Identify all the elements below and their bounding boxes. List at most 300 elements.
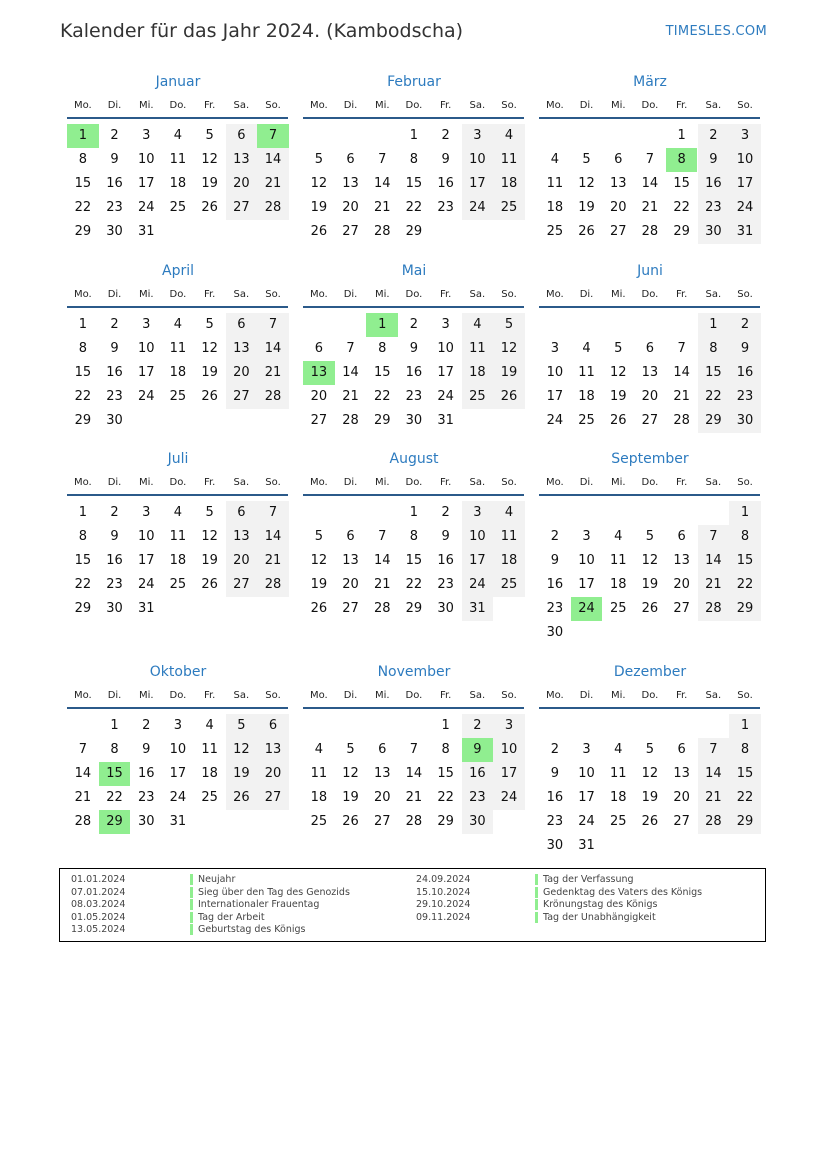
day-cell: 2 [462, 714, 494, 738]
day-cell: 30 [462, 810, 494, 834]
weekday-label: So. [265, 289, 281, 300]
day-cell: 18 [169, 553, 187, 568]
day-cell: 21 [373, 577, 391, 592]
day-cell: 21 [257, 361, 289, 385]
day-cell: 14 [373, 176, 391, 191]
legend-marker [535, 874, 538, 885]
day-cell: 19 [201, 365, 218, 380]
day-cell: 21 [342, 389, 359, 404]
day-cell: 1 [729, 501, 761, 525]
day-cell: 10 [729, 148, 761, 172]
weekday-label: Mo. [73, 100, 92, 111]
day-cell: 19 [578, 200, 595, 215]
weekday-header [67, 690, 289, 706]
weekday-label: Mo. [309, 100, 328, 111]
day-cell: 25 [169, 200, 187, 215]
day-cell: 12 [201, 341, 218, 356]
day-cell: 28 [257, 196, 289, 220]
weekday-header [67, 100, 289, 116]
day-cell: 28 [673, 413, 690, 428]
day-cell: 7 [645, 152, 655, 167]
day-cell: 28 [342, 413, 359, 428]
day-cell: 21 [698, 573, 730, 597]
day-cell: 24 [137, 200, 155, 215]
day-cell: 8 [78, 152, 87, 167]
day-cell: 17 [137, 176, 155, 191]
day-cell: 3 [173, 718, 183, 733]
day-cell: 22 [405, 577, 423, 592]
day-cell: 8 [78, 341, 87, 356]
day-cell: 27 [373, 814, 391, 829]
day-cell: 12 [342, 766, 359, 781]
day-cell: 20 [226, 361, 258, 385]
day-cell: 20 [673, 790, 690, 805]
day-cell: 2 [110, 128, 119, 143]
day-cell: 12 [609, 365, 627, 380]
day-cell: 12 [226, 738, 258, 762]
day-cell: 13 [226, 148, 258, 172]
day-cell: 15 [673, 176, 690, 191]
day-cell: 1 [78, 317, 87, 332]
day-cell: 16 [437, 176, 454, 191]
day-cell: 28 [257, 385, 289, 409]
day-cell: 27 [673, 601, 690, 616]
day-cell: 23 [137, 790, 155, 805]
day-cell: 25 [546, 224, 564, 239]
weekday-label: Di. [343, 690, 358, 701]
legend-holiday-name: Tag der Verfassung [543, 874, 634, 885]
day-cell: 29 [729, 810, 761, 834]
day-cell: 19 [641, 577, 659, 592]
day-cell: 7 [698, 525, 730, 549]
weekday-label: Fr. [439, 289, 452, 300]
day-cell: 18 [493, 172, 525, 196]
weekday-label: Fr. [439, 690, 452, 701]
day-cell: 5 [314, 152, 323, 167]
holiday-cell: 29 [99, 810, 131, 834]
day-cell: 27 [342, 601, 359, 616]
day-cell: 29 [698, 409, 730, 433]
header-rule [303, 494, 524, 496]
day-cell: 22 [74, 200, 92, 215]
day-cell: 17 [437, 365, 454, 380]
day-cell: 25 [169, 389, 187, 404]
day-cell: 8 [78, 529, 87, 544]
day-cell: 10 [578, 766, 595, 781]
day-cell: 27 [226, 573, 258, 597]
day-cell: 29 [373, 413, 391, 428]
holiday-cell: 24 [571, 597, 603, 621]
day-cell: 20 [673, 577, 690, 592]
weekday-label: Fr. [203, 289, 216, 300]
day-cell: 6 [677, 529, 686, 544]
day-cell: 14 [405, 766, 423, 781]
day-cell: 12 [310, 553, 328, 568]
weekday-label: So. [501, 477, 517, 488]
day-cell: 11 [546, 176, 564, 191]
weekday-label: Di. [343, 477, 358, 488]
day-cell: 29 [673, 224, 690, 239]
day-cell: 14 [74, 766, 92, 781]
weekday-header [539, 690, 761, 706]
day-cell: 2 [110, 317, 119, 332]
day-cell: 24 [437, 389, 454, 404]
month-name: Juni [637, 263, 663, 279]
day-cell: 15 [373, 365, 391, 380]
day-cell: 11 [201, 742, 218, 757]
day-cell: 20 [373, 790, 391, 805]
day-cell: 19 [310, 200, 328, 215]
day-cell: 4 [614, 742, 623, 757]
day-cell: 9 [110, 529, 119, 544]
day-cell: 24 [137, 389, 155, 404]
day-cell: 30 [106, 601, 123, 616]
holiday-cell: 13 [303, 361, 335, 385]
day-cell: 6 [226, 313, 258, 337]
day-cell: 9 [729, 337, 761, 361]
day-cell: 21 [257, 549, 289, 573]
day-cell: 16 [137, 766, 155, 781]
day-cell: 15 [405, 176, 423, 191]
weekday-label: Mi. [610, 690, 626, 701]
day-cell: 28 [373, 224, 391, 239]
weekday-header [303, 690, 525, 706]
weekday-header [303, 477, 525, 493]
weekday-label: Do. [405, 289, 423, 300]
day-cell: 14 [641, 176, 659, 191]
day-cell: 20 [310, 389, 328, 404]
day-cell: 7 [78, 742, 87, 757]
day-cell: 21 [74, 790, 92, 805]
weekday-label: Sa. [705, 477, 722, 488]
weekday-header [67, 477, 289, 493]
day-cell: 4 [550, 152, 559, 167]
day-cell: 23 [462, 786, 494, 810]
day-cell: 18 [462, 361, 494, 385]
day-cell: 17 [137, 553, 155, 568]
day-cell: 16 [437, 553, 454, 568]
day-cell: 11 [310, 766, 328, 781]
day-cell: 3 [142, 505, 151, 520]
day-cell: 22 [405, 200, 423, 215]
day-cell: 27 [310, 413, 328, 428]
day-cell: 28 [257, 573, 289, 597]
day-cell: 27 [342, 224, 359, 239]
month-name: September [611, 451, 689, 467]
day-cell: 10 [169, 742, 187, 757]
day-cell: 9 [441, 152, 450, 167]
header-rule [67, 306, 288, 308]
day-cell: 6 [226, 124, 258, 148]
weekday-header [539, 477, 761, 493]
day-cell: 1 [409, 128, 419, 143]
day-cell: 4 [314, 742, 323, 757]
legend-holiday-name: Krönungstag des Königs [543, 899, 658, 910]
day-cell: 3 [462, 124, 494, 148]
day-cell: 26 [342, 814, 359, 829]
day-cell: 3 [550, 341, 559, 356]
day-cell: 28 [698, 810, 730, 834]
day-cell: 12 [641, 766, 659, 781]
day-cell: 18 [578, 389, 595, 404]
weekday-label: Sa. [469, 100, 486, 111]
day-cell: 26 [201, 389, 218, 404]
weekday-label: Mi. [374, 100, 390, 111]
weekday-label: Fr. [439, 477, 452, 488]
day-cell: 2 [441, 505, 450, 520]
weekday-label: Do. [169, 289, 187, 300]
day-cell: 24 [546, 413, 564, 428]
day-cell: 12 [310, 176, 328, 191]
day-cell: 1 [409, 505, 419, 520]
day-cell: 1 [441, 718, 450, 733]
day-cell: 26 [201, 200, 218, 215]
day-cell: 23 [106, 200, 123, 215]
month-name: November [377, 664, 451, 680]
weekday-label: Mo. [545, 289, 564, 300]
weekday-header [539, 289, 761, 305]
day-cell: 22 [437, 790, 454, 805]
day-cell: 3 [441, 317, 450, 332]
legend-holiday-name: Sieg über den Tag des Genozids [198, 886, 350, 898]
day-cell: 12 [493, 337, 525, 361]
weekday-label: Do. [641, 690, 659, 701]
day-cell: 13 [609, 176, 627, 191]
weekday-label: Di. [579, 100, 594, 111]
legend-marker [190, 899, 193, 910]
day-cell: 16 [546, 577, 564, 592]
day-cell: 7 [677, 341, 686, 356]
day-cell: 14 [257, 148, 289, 172]
day-cell: 22 [74, 577, 92, 592]
day-cell: 31 [137, 224, 155, 239]
weekday-label: Mo. [73, 477, 92, 488]
day-cell: 29 [437, 814, 454, 829]
day-cell: 9 [110, 341, 119, 356]
legend-date: 09.11.2024 [416, 911, 471, 923]
header-rule [67, 117, 288, 119]
day-cell: 13 [373, 766, 391, 781]
day-cell: 11 [493, 148, 525, 172]
day-cell: 7 [409, 742, 419, 757]
legend-marker [535, 912, 538, 923]
day-cell: 22 [373, 389, 391, 404]
weekday-label: Mi. [610, 477, 626, 488]
weekday-label: Di. [107, 690, 122, 701]
day-cell: 20 [257, 762, 289, 786]
day-cell: 26 [609, 413, 627, 428]
day-cell: 10 [137, 529, 155, 544]
month-name: Dezember [613, 664, 687, 680]
day-cell: 15 [405, 553, 423, 568]
day-cell: 25 [201, 790, 218, 805]
weekday-label: Di. [579, 289, 594, 300]
day-cell: 1 [698, 313, 730, 337]
day-cell: 4 [614, 529, 623, 544]
weekday-label: Mi. [610, 289, 626, 300]
day-cell: 30 [106, 224, 123, 239]
day-cell: 18 [201, 766, 218, 781]
day-cell: 6 [346, 152, 355, 167]
day-cell: 11 [609, 766, 627, 781]
day-cell: 27 [673, 814, 690, 829]
day-cell: 27 [226, 385, 258, 409]
day-cell: 6 [614, 152, 623, 167]
weekday-label: Fr. [203, 477, 216, 488]
day-cell: 11 [578, 365, 595, 380]
header-rule [67, 707, 288, 709]
weekday-label: So. [737, 477, 753, 488]
day-cell: 22 [74, 389, 92, 404]
day-cell: 5 [582, 152, 591, 167]
day-cell: 19 [342, 790, 359, 805]
day-cell: 9 [550, 766, 559, 781]
day-cell: 23 [405, 389, 423, 404]
weekday-label: Mo. [73, 289, 92, 300]
day-cell: 26 [201, 577, 218, 592]
day-cell: 27 [609, 224, 627, 239]
holiday-cell: 8 [666, 148, 698, 172]
day-cell: 16 [462, 762, 494, 786]
day-cell: 27 [641, 413, 659, 428]
day-cell: 11 [609, 553, 627, 568]
day-cell: 18 [169, 176, 187, 191]
legend-date: 24.09.2024 [416, 874, 471, 885]
month-name: Oktober [149, 664, 207, 680]
day-cell: 13 [226, 337, 258, 361]
header-rule [539, 306, 760, 308]
day-cell: 11 [169, 529, 187, 544]
day-cell: 4 [173, 128, 183, 143]
day-cell: 24 [729, 196, 761, 220]
holiday-cell: 15 [99, 762, 131, 786]
day-cell: 11 [493, 525, 525, 549]
weekday-label: Do. [641, 289, 659, 300]
day-cell: 24 [169, 790, 187, 805]
month-name: August [389, 451, 439, 467]
day-cell: 28 [698, 597, 730, 621]
day-cell: 30 [546, 625, 564, 640]
day-cell: 2 [698, 124, 730, 148]
day-cell: 5 [493, 313, 525, 337]
day-cell: 22 [698, 385, 730, 409]
weekday-label: Mo. [545, 100, 564, 111]
day-cell: 30 [698, 220, 730, 244]
day-cell: 19 [609, 389, 627, 404]
weekday-label: So. [501, 100, 517, 111]
day-cell: 28 [405, 814, 423, 829]
day-cell: 30 [729, 409, 761, 433]
day-cell: 9 [550, 553, 559, 568]
day-cell: 23 [546, 601, 564, 616]
weekday-label: So. [737, 289, 753, 300]
weekday-header [303, 289, 525, 305]
weekday-label: Mo. [545, 690, 564, 701]
weekday-label: Di. [579, 477, 594, 488]
day-cell: 23 [729, 385, 761, 409]
day-cell: 6 [645, 341, 655, 356]
day-cell: 13 [342, 553, 359, 568]
day-cell: 31 [137, 601, 155, 616]
weekday-label: Mo. [309, 289, 328, 300]
day-cell: 4 [205, 718, 214, 733]
day-cell: 29 [74, 413, 92, 428]
legend-date: 15.10.2024 [416, 886, 471, 898]
day-cell: 24 [462, 573, 494, 597]
weekday-label: Mo. [73, 690, 92, 701]
day-cell: 17 [578, 790, 595, 805]
day-cell: 18 [310, 790, 328, 805]
day-cell: 30 [137, 814, 155, 829]
day-cell: 6 [257, 714, 289, 738]
legend-date: 07.01.2024 [71, 886, 126, 898]
day-cell: 26 [493, 385, 525, 409]
day-cell: 21 [373, 200, 391, 215]
weekday-label: So. [265, 100, 281, 111]
weekday-label: Mi. [138, 690, 154, 701]
day-cell: 9 [409, 341, 419, 356]
header-rule [539, 707, 760, 709]
day-cell: 22 [729, 786, 761, 810]
site-link[interactable]: TIMESLES.COM [665, 24, 767, 39]
day-cell: 1 [110, 718, 119, 733]
day-cell: 8 [409, 529, 419, 544]
day-cell: 13 [257, 738, 289, 762]
legend-holiday-name: Gedenktag des Vaters des Königs [543, 886, 703, 898]
day-cell: 24 [137, 577, 155, 592]
weekday-label: Do. [169, 477, 187, 488]
weekday-label: Do. [169, 690, 187, 701]
day-cell: 13 [226, 525, 258, 549]
day-cell: 19 [493, 361, 525, 385]
day-cell: 4 [173, 505, 183, 520]
day-cell: 5 [645, 742, 655, 757]
day-cell: 17 [169, 766, 187, 781]
day-cell: 29 [74, 601, 92, 616]
weekday-label: Di. [107, 100, 122, 111]
weekday-header [539, 100, 761, 116]
weekday-label: Mo. [309, 690, 328, 701]
day-cell: 14 [373, 553, 391, 568]
day-cell: 10 [462, 525, 494, 549]
header-rule [539, 117, 760, 119]
weekday-label: Sa. [469, 289, 486, 300]
day-cell: 24 [462, 196, 494, 220]
day-cell: 15 [74, 553, 92, 568]
day-cell: 3 [582, 742, 591, 757]
legend-holiday-name: Tag der Arbeit [198, 911, 265, 923]
legend-marker [535, 899, 538, 910]
day-cell: 7 [346, 341, 355, 356]
day-cell: 2 [729, 313, 761, 337]
legend-date: 13.05.2024 [71, 924, 126, 935]
holiday-cell: 1 [67, 124, 99, 148]
day-cell: 5 [205, 505, 214, 520]
day-cell: 17 [462, 549, 494, 573]
weekday-label: Sa. [705, 289, 722, 300]
day-cell: 11 [169, 341, 187, 356]
day-cell: 17 [137, 365, 155, 380]
day-cell: 4 [493, 501, 525, 525]
weekday-label: So. [265, 690, 281, 701]
day-cell: 31 [729, 220, 761, 244]
legend-date: 29.10.2024 [416, 899, 471, 910]
day-cell: 16 [405, 365, 423, 380]
day-cell: 21 [405, 790, 423, 805]
weekday-label: Mi. [610, 100, 626, 111]
legend-marker [190, 874, 193, 885]
day-cell: 17 [578, 577, 595, 592]
